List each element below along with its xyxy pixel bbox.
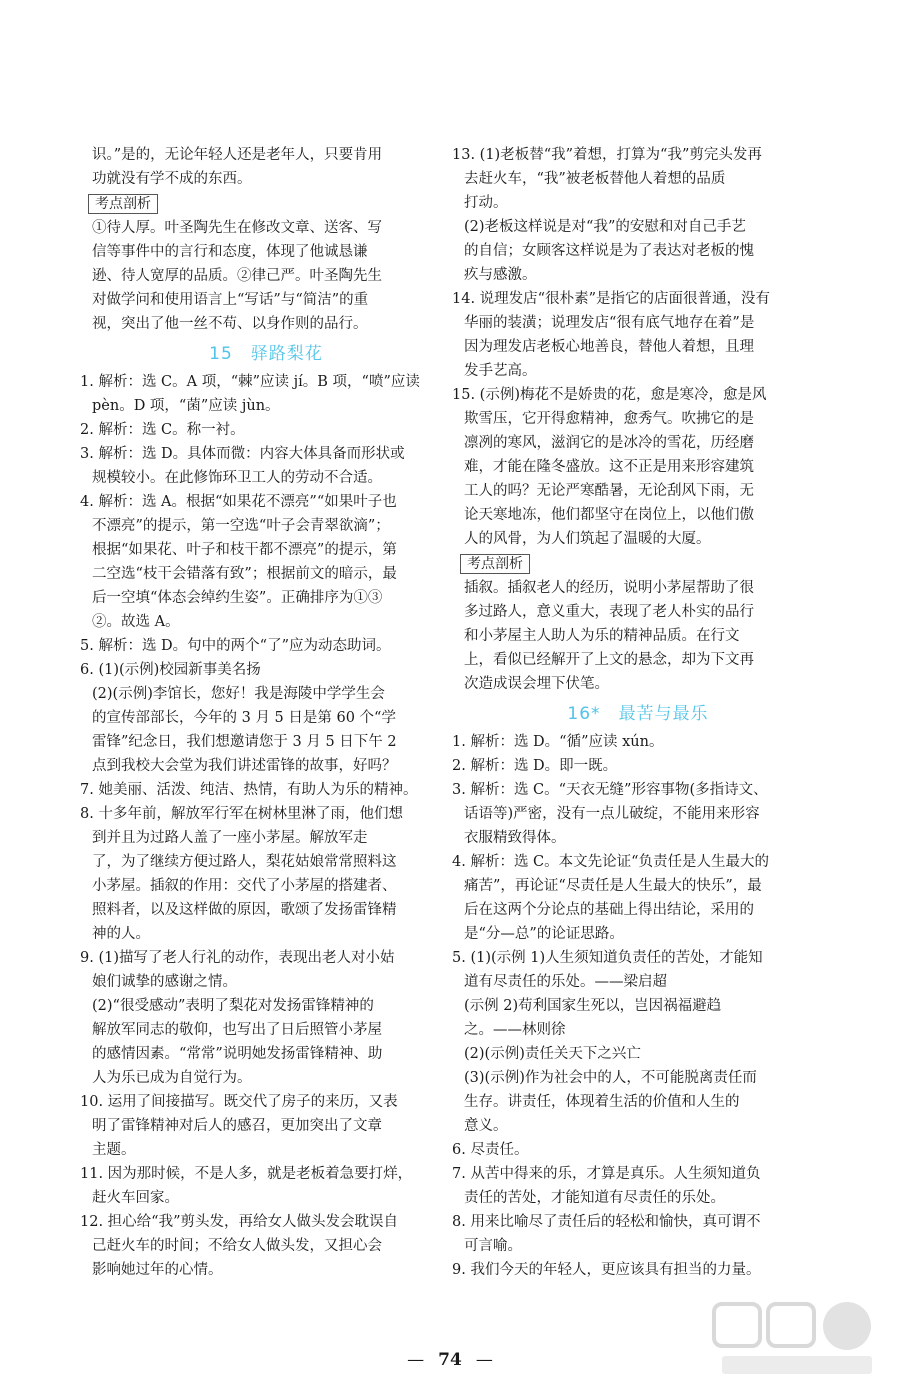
text-line: 娘们诚挚的感谢之情。 [92, 974, 237, 990]
text-line: 因为理发店老板心地善良，替他人着想，且理 [464, 339, 754, 355]
text-line: 欺雪压，它开得愈精神，愈秀气。吹拂它的是 [464, 411, 754, 427]
text-line: 照料者，以及这样做的原因，歌颂了发扬雷锋精 [92, 902, 397, 918]
answer-item [452, 1162, 824, 1210]
text-line: 生存。讲责任，体现着生活的价值和人生的 [464, 1094, 740, 1110]
answer-item [452, 287, 824, 383]
text-line: 规模较小。在此修饰环卫工人的劳动不合适。 [92, 470, 382, 486]
text-line: 15. (示例)梅花不是娇贵的花，愈是寒冷，愈是风 [452, 387, 767, 403]
text-line: 解放军同志的敬仰，也写出了日后照管小茅屋 [92, 1022, 382, 1038]
text-line: 了，为了继续方便过路人，梨花姑娘常常照料这 [92, 854, 397, 870]
text-line: 雷锋”纪念日，我们想邀请您于 3 月 5 日下午 2 [92, 734, 397, 750]
answer-item [452, 730, 824, 754]
text-line: 工人的吗？无论严寒酷暑，无论刮风下雨，无 [464, 483, 754, 499]
text-line: 4. 解析：选 A。根据“如果花不漂亮”“如果叶子也 [80, 494, 397, 510]
lesson-number: 16* [567, 704, 601, 724]
text-line: 5. 解析：选 D。句中的两个“了”应为动态助词。 [80, 638, 391, 654]
text-line: 后在这两个分论点的基础上得出结论，采用的 [464, 902, 754, 918]
text-line: 逊、待人宽厚的品质。②律己严。叶圣陶先生 [92, 268, 382, 284]
text-line: 多过路人，意义重大，表现了老人朴实的品行 [464, 604, 754, 620]
answer-item [452, 754, 824, 778]
text-line: (2)(示例)李馆长，您好！我是海陵中学学生会 [92, 686, 385, 702]
text-line: 8. 十多年前，解放军行军在树林里淋了雨，他们想 [80, 806, 403, 822]
text-line: 人为乐已成为自觉行为。 [92, 1070, 252, 1086]
text-line: 和小茅屋主人助人为乐的精神品质。在行文 [464, 628, 740, 644]
text-line: 主题。 [92, 1142, 136, 1158]
text-line: 识。”是的，无论年轻人还是老年人，只要肯用 [92, 147, 383, 163]
text-line: 人的风骨，为人们筑起了温暖的大厦。 [464, 531, 711, 547]
text-line: 5. (1)(示例 1)人生须知道负责任的苦处，才能知 [452, 950, 763, 966]
text-line: 3. 解析：选 C。“天衣无缝”形容事物(多指诗文、 [452, 782, 768, 798]
intro-paragraph [80, 143, 452, 191]
text-line: 3. 解析：选 D。具体而微：内容大体具备而形状或 [80, 446, 405, 462]
text-line: (3)(示例)作为社会中的人，不可能脱离责任而 [464, 1070, 757, 1086]
text-line: 难，才能在隆冬盛放。这不正是用来形容建筑 [464, 459, 754, 475]
text-line: 7. 从苦中得来的乐，才算是真乐。人生须知道负 [452, 1166, 761, 1182]
text-line: 6. 尽责任。 [452, 1142, 529, 1158]
answer-item [80, 802, 452, 946]
text-line: 的感情因素。“常常”说明她发扬雷锋精神、助 [92, 1046, 383, 1062]
lesson-title [80, 342, 452, 366]
text-line: 6. (1)(示例)校园新事美名扬 [80, 662, 261, 678]
text-line: 赶火车回家。 [92, 1190, 179, 1206]
text-line: 上，看似已经解开了上文的悬念，却为下文再 [464, 652, 754, 668]
text-line: 责任的苦处，才能知道有尽责任的乐处。 [464, 1190, 725, 1206]
text-line: 4. 解析：选 C。本文先论证“负责任是人生最大的 [452, 854, 770, 870]
text-line: 10. 运用了间接描写。既交代了房子的来历，又表 [80, 1094, 398, 1110]
answer-list [80, 370, 452, 1282]
text-line: 意义。 [464, 1118, 508, 1134]
right-column [452, 143, 824, 1282]
text-line: 14. 说理发店“很朴素”是指它的店面很普通，没有 [452, 291, 770, 307]
text-line: ①待人厚。叶圣陶先生在修改文章、送客、写 [92, 220, 382, 236]
answer-item [452, 1138, 824, 1162]
text-line: 二空选“枝干会错落有致”；根据前文的暗示，最 [92, 566, 397, 582]
lesson-name: 驿路梨花 [250, 344, 323, 364]
text-line: 12. 担心给“我”剪头发，再给女人做头发会耽误自 [80, 1214, 398, 1230]
text-line: (2)“很受感动”表明了梨花对发扬雷锋精神的 [92, 998, 374, 1014]
answer-item [80, 370, 452, 418]
kaodian-text [80, 216, 452, 336]
text-line: ②。故选 A。 [92, 614, 180, 630]
kaodian-text [452, 576, 824, 696]
answer-item [80, 1162, 452, 1210]
kaodian-label: 考点剖析 [460, 554, 530, 574]
text-line: 痛苦”，再论证“尽责任是人生最大的快乐”，最 [464, 878, 762, 894]
text-line: 对做学问和使用语言上“写话”与“简洁”的重 [92, 292, 369, 308]
answer-item [452, 143, 824, 287]
answer-list [452, 730, 824, 1282]
answer-list [452, 143, 824, 551]
answer-item [80, 778, 452, 802]
text-line: pèn。D 项，“菌”应读 jùn。 [92, 398, 280, 414]
text-line: 打动。 [464, 195, 508, 211]
answer-item [80, 490, 452, 634]
lesson-name: 最苦与最乐 [618, 704, 709, 724]
text-line: 论天寒地冻，他们都坚守在岗位上，以他们傲 [464, 507, 754, 523]
text-line: 影响她过年的心情。 [92, 1262, 223, 1278]
answer-item [80, 418, 452, 442]
text-line: 信等事件中的言行和态度，体现了他诚恳谦 [92, 244, 368, 260]
answer-item [452, 1210, 824, 1258]
kaodian-box [80, 191, 452, 216]
text-line: 衣服精致得体。 [464, 830, 566, 846]
text-line: 凛冽的寒风，滋润它的是冰冷的雪花，历经磨 [464, 435, 754, 451]
text-line: 话语等)严密，没有一点儿破绽，不能用来形容 [464, 806, 760, 822]
answer-item [452, 383, 824, 551]
text-line: 9. (1)描写了老人行礼的动作，表现出老人对小姑 [80, 950, 395, 966]
text-line: 去赶火车，“我”被老板替他人着想的品质 [464, 171, 726, 187]
answer-item [80, 442, 452, 490]
text-line: 的宣传部部长，今年的 3 月 5 日是第 60 个“学 [92, 710, 396, 726]
text-line: 11. 因为那时候，不是人多，就是老板着急要打烊， [80, 1166, 413, 1182]
text-line: 不漂亮”的提示，第一空选“叶子会青翠欲滴”； [92, 518, 390, 534]
text-line: (2)(示例)责任关天下之兴亡 [464, 1046, 641, 1062]
page-number-bar: — 74 — [407, 1350, 493, 1370]
text-line: (2)老板这样说是对“我”的安慰和对自己手艺 [464, 219, 746, 235]
kaodian-label: 考点剖析 [88, 194, 158, 214]
text-line: 之。——林则徐 [464, 1022, 566, 1038]
kaodian-box [452, 551, 824, 576]
text-line: 明了雷锋精神对后人的感召，更加突出了文章 [92, 1118, 382, 1134]
answer-item [452, 1258, 824, 1282]
text-line: 2. 解析：选 C。称一衬。 [80, 422, 245, 438]
text-line: 视，突出了他一丝不苟、以身作则的品行。 [92, 316, 368, 332]
text-line: 次造成误会埋下伏笔。 [464, 676, 609, 692]
answer-item [80, 658, 452, 778]
text-line: 道有尽责任的乐处。——梁启超 [464, 974, 667, 990]
answer-item [80, 1090, 452, 1162]
text-line: 1. 解析：选 C。A 项，“棘”应读 jí。B 项，“喷”应读 [80, 374, 420, 390]
text-line: 插叙。插叙老人的经历，说明小茅屋帮助了很 [464, 580, 754, 596]
page-number: 74 [438, 1350, 462, 1370]
text-line: 可言喻。 [464, 1238, 522, 1254]
answer-item [452, 778, 824, 850]
text-line: 1. 解析：选 D。“循”应读 xún。 [452, 734, 664, 750]
text-line: 点到我校大会堂为我们讲述雷锋的故事，好吗？ [92, 758, 397, 774]
watermark-logo [712, 1300, 882, 1380]
text-line: 到并且为过路人盖了一座小茅屋。解放军走 [92, 830, 368, 846]
text-line: 9. 我们今天的年轻人，更应该具有担当的力量。 [452, 1262, 761, 1278]
text-line: 7. 她美丽、活泼、纯洁、热情，有助人为乐的精神。 [80, 782, 418, 798]
text-line: 后一空填“体态会绰约生姿”。正确排序为①③ [92, 590, 383, 606]
lesson-title [452, 702, 824, 726]
text-line: 己赶火车的时间；不给女人做头发，又担心会 [92, 1238, 382, 1254]
text-line: 2. 解析：选 D。即一既。 [452, 758, 618, 774]
answer-item [80, 1210, 452, 1282]
text-line: 疚与感激。 [464, 267, 537, 283]
answer-item [452, 946, 824, 1138]
text-line: 发手艺高。 [464, 363, 537, 379]
lesson-number: 15 [209, 344, 233, 364]
text-line: 小茅屋。插叙的作用：交代了小茅屋的搭建者、 [92, 878, 397, 894]
text-line: 功就没有学不成的东西。 [92, 171, 252, 187]
text-line: 8. 用来比喻尽了责任后的轻松和愉快，真可谓不 [452, 1214, 761, 1230]
left-column [80, 143, 452, 1282]
answer-item [80, 946, 452, 1090]
text-line: 根据“如果花、叶子和枝干都不漂亮”的提示，第 [92, 542, 397, 558]
text-line: 华丽的装潢；说理发店“很有底气地存在着”是 [464, 315, 755, 331]
text-line: 神的人。 [92, 926, 150, 942]
answer-item [452, 850, 824, 946]
text-line: 13. (1)老板替“我”着想，打算为“我”剪完头发再 [452, 147, 762, 163]
text-line: (示例 2)苟利国家生死以，岂因祸福避趋 [464, 998, 722, 1014]
answer-item [80, 634, 452, 658]
text-line: 是“分—总”的论证思路。 [464, 926, 624, 942]
text-line: 的自信；女顾客这样说是为了表达对老板的愧 [464, 243, 754, 259]
